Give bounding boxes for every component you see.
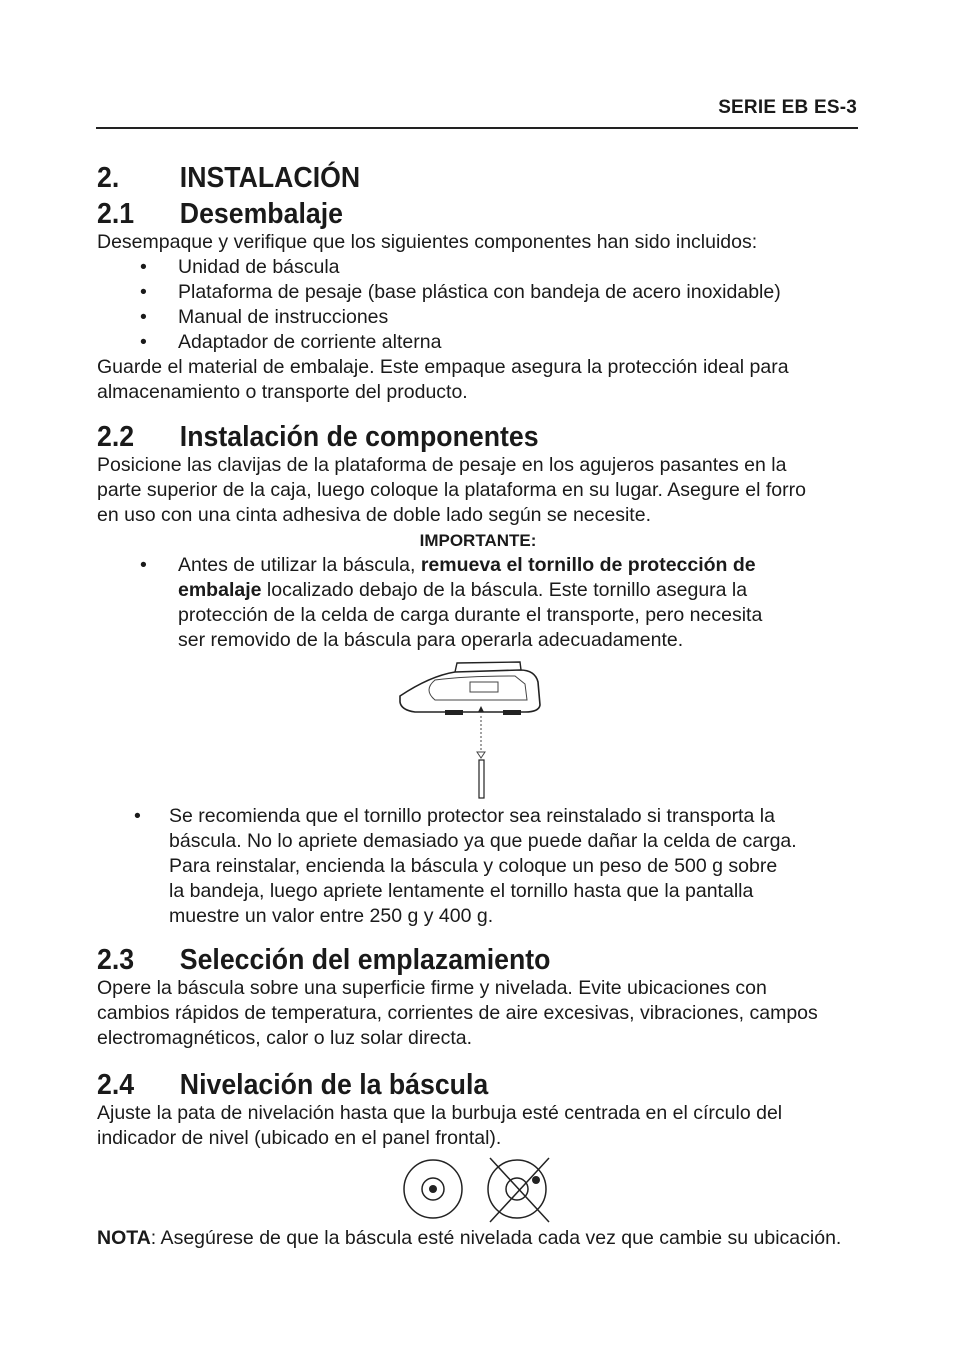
- list-item-line: ser removido de la báscula para operarla adecuadamente.: [178, 629, 684, 651]
- paragraph-line: electromagnéticos, calor o luz solar directa.: [97, 1027, 473, 1049]
- section-heading-2-2: [97, 421, 539, 453]
- text: localizado debajo de la báscula. Este tornillo asegura la: [261, 579, 748, 601]
- section-heading-2: [97, 162, 360, 194]
- list-item-line: Para reinstalar, encienda la báscula y coloque un peso de 500 g sobre: [169, 855, 778, 877]
- section-number: 2.2: [97, 421, 135, 453]
- section-heading-2-4: [97, 1069, 488, 1101]
- section-heading-2-3: [97, 944, 550, 976]
- section-title: Nivelación de la báscula: [179, 1069, 489, 1101]
- text: Antes de utilizar la báscula,: [178, 554, 421, 576]
- important-label: IMPORTANTE:: [419, 531, 537, 550]
- section-number: 2.1: [97, 198, 135, 230]
- list-item-line: báscula. No lo apriete demasiado ya que puede dañar la celda de carga.: [169, 830, 797, 852]
- bullet-icon: •: [140, 554, 147, 576]
- section-title: Instalación de componentes: [179, 421, 539, 453]
- bold-text: embalaje: [178, 579, 262, 601]
- list-item-line: [178, 578, 747, 603]
- paragraph-line: Posicione las clavijas de la plataforma de pesaje en los agujeros pasantes en la: [97, 454, 787, 476]
- note-line: [97, 1226, 859, 1251]
- unpack-intro: Desempaque y verifique que los siguientes componentes han sido incluidos:: [97, 231, 758, 253]
- list-item-line: [178, 553, 756, 578]
- paragraph-line: parte superior de la caja, luego coloque la plataforma en su lugar. Asegure el forro: [97, 479, 806, 501]
- bullet-icon: •: [140, 306, 147, 328]
- section-title: Desembalaje: [179, 198, 343, 230]
- level-off-center-icon: [482, 1156, 554, 1226]
- section-title: INSTALACIÓN: [179, 162, 361, 194]
- list-item: Adaptador de corriente alterna: [178, 331, 442, 353]
- note-text: : Asegúrese de que la báscula esté nivelada cada vez que cambie su ubicación.: [150, 1227, 842, 1249]
- bullet-icon: •: [140, 281, 147, 303]
- list-item: Manual de instrucciones: [178, 306, 389, 328]
- section-number: 2.3: [97, 944, 135, 976]
- paragraph-line: cambios rápidos de temperatura, corrientes de aire excesivas, vibraciones, campos: [97, 1002, 818, 1024]
- list-item-line: la bandeja, luego apriete lentamente el tornillo hasta que la pantalla: [169, 880, 754, 902]
- level-centered-icon: [400, 1158, 466, 1224]
- paragraph-line: Opere la báscula sobre una superficie firme y nivelada. Evite ubicaciones con: [97, 977, 767, 999]
- paragraph-line: en uso con una cinta adhesiva de doble lado según se necesite.: [97, 504, 651, 526]
- section-heading-2-1: [97, 198, 343, 230]
- list-item-line: Se recomienda que el tornillo protector sea reinstalado si transporta la: [169, 805, 775, 827]
- paragraph-line: almacenamiento o transporte del producto.: [97, 381, 468, 403]
- scale-screw-illustration: [395, 660, 555, 800]
- section-number: 2.: [97, 162, 120, 194]
- page-header-series: SERIE EB ES-3: [718, 97, 857, 118]
- paragraph-line: Guarde el material de embalaje. Este empaque asegura la protección ideal para: [97, 356, 789, 378]
- section-number: 2.4: [97, 1069, 135, 1101]
- paragraph-line: indicador de nivel (ubicado en el panel frontal).: [97, 1127, 502, 1149]
- list-item: Plataforma de pesaje (base plástica con bandeja de acero inoxidable): [178, 281, 781, 303]
- note-label: NOTA: [97, 1227, 151, 1249]
- bold-text: remueva el tornillo de protección de: [420, 554, 756, 576]
- list-item: Unidad de báscula: [178, 256, 340, 278]
- bullet-icon: •: [140, 331, 147, 353]
- header-rule: [96, 127, 858, 129]
- paragraph-line: Ajuste la pata de nivelación hasta que la burbuja esté centrada en el círculo del: [97, 1102, 783, 1124]
- bullet-icon: •: [134, 805, 141, 827]
- section-title: Selección del emplazamiento: [179, 944, 551, 976]
- list-item-line: protección de la celda de carga durante el transporte, pero necesita: [178, 604, 763, 626]
- list-item-line: muestre un valor entre 250 g y 400 g.: [169, 905, 494, 927]
- bullet-icon: •: [140, 256, 147, 278]
